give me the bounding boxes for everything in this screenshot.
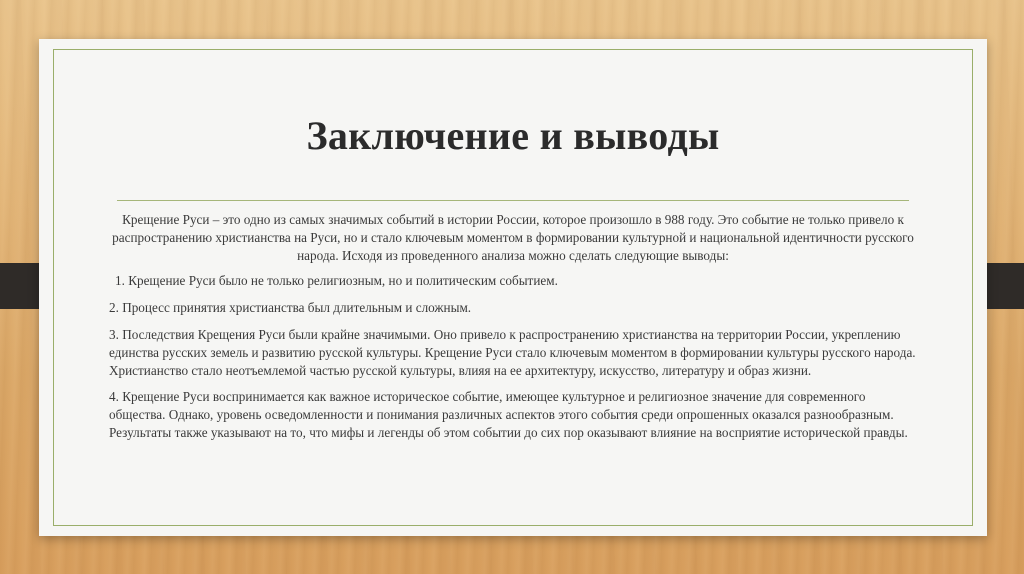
conclusion-point-1: 1. Крещение Руси было не только религиозным, но и политическим событием. bbox=[115, 273, 558, 289]
slide-card bbox=[39, 39, 987, 536]
conclusion-point-2: 2. Процесс принятия христианства был длительным и сложным. bbox=[109, 300, 472, 316]
slide-body bbox=[109, 211, 917, 451]
conclusion-point-3: 3. Последствия Крещения Руси были крайне значимыми. Оно привело к распространению христианства на территории России, укреплению единства русских земель и развитию русской культуры. Крещение Руси стало ключевым моментом в формировании культуры русского народа. Христианство стало неотъемлемой частью русской культуры, влияя на ее архитектуру, искусство, литературу и образ жизни. bbox=[109, 326, 916, 378]
slide-title: Заключение и выводы bbox=[306, 113, 720, 158]
conclusion-point-4: 4. Крещение Руси воспринимается как важное историческое событие, имеющее культурное и религиозное значение для современного общества. Однако, уровень осведомленности и понимания различных аспектов этого события среди опрошенных оказался разнообразным. Результаты также указывают на то, что мифы и легенды об этом событии до сих пор оказывают влияние на восприятие исторической правды. bbox=[109, 389, 908, 440]
intro-paragraph: Крещение Руси – это одно из самых значимых событий в истории России, которое произошло в 988 году. Это событие не только привело к распространению христианства на Руси, но и стало ключевым моментом в формировании культурной и национальной идентичности русского народа. Исходя из проведенного анализа можно сделать следующие выводы: bbox=[112, 212, 914, 263]
title-divider bbox=[117, 200, 909, 201]
